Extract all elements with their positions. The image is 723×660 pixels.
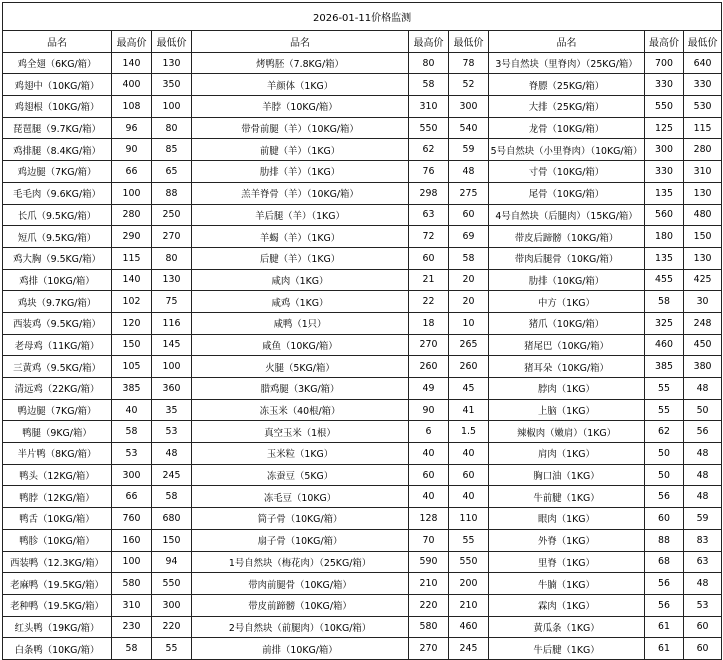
item-name-cell: 脖肉（1KG） bbox=[489, 378, 645, 400]
table-row bbox=[3, 291, 722, 313]
min-price-cell: 35 bbox=[152, 399, 192, 421]
min-price-cell: 30 bbox=[684, 291, 722, 313]
min-price-cell: 48 bbox=[684, 573, 722, 595]
min-price-cell: 48 bbox=[449, 161, 489, 183]
min-price-cell: 530 bbox=[684, 96, 722, 118]
table-row bbox=[3, 204, 722, 226]
max-price-cell: 68 bbox=[645, 551, 684, 573]
item-name-cell: 白条鸭（10KG/箱） bbox=[3, 638, 112, 660]
max-price-cell: 100 bbox=[112, 182, 152, 204]
table-row bbox=[3, 551, 722, 573]
item-name-cell: 冻毛豆（10KG） bbox=[192, 486, 409, 508]
max-price-cell: 80 bbox=[409, 52, 449, 74]
max-price-cell: 70 bbox=[409, 529, 449, 551]
min-price-cell: 115 bbox=[684, 117, 722, 139]
min-price-cell: 100 bbox=[152, 96, 192, 118]
item-name-cell: 带肉前腿骨（10KG/箱） bbox=[192, 573, 409, 595]
max-price-cell: 550 bbox=[645, 96, 684, 118]
header-row bbox=[3, 31, 722, 53]
table-row bbox=[3, 508, 722, 530]
item-name-cell: 咸肉（1KG） bbox=[192, 269, 409, 291]
max-price-cell: 56 bbox=[645, 573, 684, 595]
max-price-cell: 270 bbox=[409, 638, 449, 660]
item-name-cell: 4号自然块（后腿肉）（15KG/箱） bbox=[489, 204, 645, 226]
column-header-min-price: 最低价 bbox=[152, 31, 192, 53]
item-name-cell: 带皮前蹄髈（10KG/箱） bbox=[192, 594, 409, 616]
min-price-cell: 350 bbox=[152, 74, 192, 96]
min-price-cell: 480 bbox=[684, 204, 722, 226]
max-price-cell: 385 bbox=[112, 378, 152, 400]
item-name-cell: 羊脖（10KG/箱） bbox=[192, 96, 409, 118]
min-price-cell: 80 bbox=[152, 117, 192, 139]
max-price-cell: 55 bbox=[645, 378, 684, 400]
min-price-cell: 58 bbox=[152, 486, 192, 508]
table-row bbox=[3, 334, 722, 356]
table-row bbox=[3, 312, 722, 334]
table-row bbox=[3, 52, 722, 74]
max-price-cell: 400 bbox=[112, 74, 152, 96]
max-price-cell: 60 bbox=[409, 464, 449, 486]
min-price-cell: 50 bbox=[684, 399, 722, 421]
min-price-cell: 65 bbox=[152, 161, 192, 183]
table-row bbox=[3, 529, 722, 551]
min-price-cell: 460 bbox=[449, 616, 489, 638]
table-row bbox=[3, 486, 722, 508]
max-price-cell: 270 bbox=[409, 334, 449, 356]
max-price-cell: 58 bbox=[645, 291, 684, 313]
table-row bbox=[3, 638, 722, 660]
max-price-cell: 210 bbox=[409, 573, 449, 595]
min-price-cell: 55 bbox=[449, 529, 489, 551]
min-price-cell: 330 bbox=[684, 74, 722, 96]
item-name-cell: 里脊（1KG） bbox=[489, 551, 645, 573]
max-price-cell: 58 bbox=[112, 421, 152, 443]
item-name-cell: 猪耳朵（10KG/箱） bbox=[489, 356, 645, 378]
min-price-cell: 680 bbox=[152, 508, 192, 530]
table-row bbox=[3, 421, 722, 443]
max-price-cell: 62 bbox=[409, 139, 449, 161]
min-price-cell: 48 bbox=[152, 443, 192, 465]
item-name-cell: 中方（1KG） bbox=[489, 291, 645, 313]
item-name-cell: 牛前腱（1KG） bbox=[489, 486, 645, 508]
table-body bbox=[3, 52, 722, 659]
item-name-cell: 鸡大胸（9.5KG/箱） bbox=[3, 247, 112, 269]
min-price-cell: 300 bbox=[152, 594, 192, 616]
min-price-cell: 94 bbox=[152, 551, 192, 573]
item-name-cell: 2号自然块（前腿肉）（10KG/箱） bbox=[192, 616, 409, 638]
max-price-cell: 50 bbox=[645, 464, 684, 486]
table-row bbox=[3, 117, 722, 139]
min-price-cell: 130 bbox=[684, 182, 722, 204]
max-price-cell: 53 bbox=[112, 443, 152, 465]
min-price-cell: 550 bbox=[152, 573, 192, 595]
item-name-cell: 1号自然块（梅花肉）（25KG/箱） bbox=[192, 551, 409, 573]
column-header-name: 品名 bbox=[3, 31, 112, 53]
max-price-cell: 760 bbox=[112, 508, 152, 530]
min-price-cell: 59 bbox=[449, 139, 489, 161]
max-price-cell: 260 bbox=[409, 356, 449, 378]
max-price-cell: 60 bbox=[645, 508, 684, 530]
item-name-cell: 带肉后腿骨（10KG/箱） bbox=[489, 247, 645, 269]
max-price-cell: 63 bbox=[409, 204, 449, 226]
max-price-cell: 140 bbox=[112, 269, 152, 291]
item-name-cell: 西装鸡（9.5KG/箱） bbox=[3, 312, 112, 334]
max-price-cell: 330 bbox=[645, 161, 684, 183]
min-price-cell: 85 bbox=[152, 139, 192, 161]
max-price-cell: 40 bbox=[112, 399, 152, 421]
max-price-cell: 140 bbox=[112, 52, 152, 74]
item-name-cell: 鸡翅中（10KG/箱） bbox=[3, 74, 112, 96]
table-row bbox=[3, 378, 722, 400]
item-name-cell: 肩肉（1KG） bbox=[489, 443, 645, 465]
min-price-cell: 640 bbox=[684, 52, 722, 74]
max-price-cell: 6 bbox=[409, 421, 449, 443]
item-name-cell: 牛后腱（1KG） bbox=[489, 638, 645, 660]
max-price-cell: 72 bbox=[409, 226, 449, 248]
min-price-cell: 300 bbox=[449, 96, 489, 118]
max-price-cell: 220 bbox=[409, 594, 449, 616]
min-price-cell: 48 bbox=[684, 443, 722, 465]
max-price-cell: 102 bbox=[112, 291, 152, 313]
min-price-cell: 55 bbox=[152, 638, 192, 660]
max-price-cell: 280 bbox=[112, 204, 152, 226]
max-price-cell: 61 bbox=[645, 638, 684, 660]
min-price-cell: 360 bbox=[152, 378, 192, 400]
max-price-cell: 96 bbox=[112, 117, 152, 139]
min-price-cell: 63 bbox=[684, 551, 722, 573]
min-price-cell: 130 bbox=[152, 52, 192, 74]
max-price-cell: 66 bbox=[112, 486, 152, 508]
max-price-cell: 300 bbox=[645, 139, 684, 161]
max-price-cell: 150 bbox=[112, 334, 152, 356]
min-price-cell: 53 bbox=[152, 421, 192, 443]
table-row bbox=[3, 247, 722, 269]
item-name-cell: 羔羊脊骨（羊）（10KG/箱） bbox=[192, 182, 409, 204]
table-row bbox=[3, 464, 722, 486]
item-name-cell: 鸭腿（9KG/箱） bbox=[3, 421, 112, 443]
max-price-cell: 298 bbox=[409, 182, 449, 204]
item-name-cell: 鸡块（9.7KG/箱） bbox=[3, 291, 112, 313]
item-name-cell: 烤鸭胚（7.8KG/箱） bbox=[192, 52, 409, 74]
max-price-cell: 230 bbox=[112, 616, 152, 638]
min-price-cell: 56 bbox=[684, 421, 722, 443]
item-name-cell: 后腱（羊）（1KG） bbox=[192, 247, 409, 269]
item-name-cell: 玉米粒（1KG） bbox=[192, 443, 409, 465]
item-name-cell: 辣椒肉（嫩肩）（1KG） bbox=[489, 421, 645, 443]
item-name-cell: 红头鸭（19KG/箱） bbox=[3, 616, 112, 638]
item-name-cell: 眼肉（1KG） bbox=[489, 508, 645, 530]
item-name-cell: 带骨前腿（羊）（10KG/箱） bbox=[192, 117, 409, 139]
item-name-cell: 鸡排（10KG/箱） bbox=[3, 269, 112, 291]
item-name-cell: 三黄鸡（9.5KG/箱） bbox=[3, 356, 112, 378]
item-name-cell: 猪爪（10KG/箱） bbox=[489, 312, 645, 334]
item-name-cell: 冻玉米（40根/箱） bbox=[192, 399, 409, 421]
max-price-cell: 105 bbox=[112, 356, 152, 378]
item-name-cell: 老麻鸭（19.5KG/箱） bbox=[3, 573, 112, 595]
item-name-cell: 真空玉米（1根） bbox=[192, 421, 409, 443]
item-name-cell: 鸭脖（12KG/箱） bbox=[3, 486, 112, 508]
min-price-cell: 130 bbox=[152, 269, 192, 291]
item-name-cell: 寸骨（10KG/箱） bbox=[489, 161, 645, 183]
max-price-cell: 88 bbox=[645, 529, 684, 551]
item-name-cell: 西装鸭（12.3KG/箱） bbox=[3, 551, 112, 573]
min-price-cell: 40 bbox=[449, 486, 489, 508]
min-price-cell: 245 bbox=[152, 464, 192, 486]
max-price-cell: 21 bbox=[409, 269, 449, 291]
max-price-cell: 120 bbox=[112, 312, 152, 334]
max-price-cell: 580 bbox=[409, 616, 449, 638]
max-price-cell: 66 bbox=[112, 161, 152, 183]
min-price-cell: 60 bbox=[449, 204, 489, 226]
min-price-cell: 380 bbox=[684, 356, 722, 378]
max-price-cell: 62 bbox=[645, 421, 684, 443]
item-name-cell: 霖肉（1KG） bbox=[489, 594, 645, 616]
max-price-cell: 90 bbox=[409, 399, 449, 421]
max-price-cell: 22 bbox=[409, 291, 449, 313]
max-price-cell: 700 bbox=[645, 52, 684, 74]
min-price-cell: 265 bbox=[449, 334, 489, 356]
min-price-cell: 110 bbox=[449, 508, 489, 530]
min-price-cell: 20 bbox=[449, 269, 489, 291]
min-price-cell: 116 bbox=[152, 312, 192, 334]
max-price-cell: 300 bbox=[112, 464, 152, 486]
column-header-max-price: 最高价 bbox=[645, 31, 684, 53]
item-name-cell: 羊蝎（羊）（1KG） bbox=[192, 226, 409, 248]
max-price-cell: 310 bbox=[112, 594, 152, 616]
item-name-cell: 毛毛肉（9.6KG/箱） bbox=[3, 182, 112, 204]
min-price-cell: 540 bbox=[449, 117, 489, 139]
max-price-cell: 40 bbox=[409, 443, 449, 465]
min-price-cell: 425 bbox=[684, 269, 722, 291]
min-price-cell: 210 bbox=[449, 594, 489, 616]
min-price-cell: 220 bbox=[152, 616, 192, 638]
item-name-cell: 牛腩（1KG） bbox=[489, 573, 645, 595]
max-price-cell: 310 bbox=[409, 96, 449, 118]
max-price-cell: 128 bbox=[409, 508, 449, 530]
table-row bbox=[3, 616, 722, 638]
max-price-cell: 50 bbox=[645, 443, 684, 465]
min-price-cell: 69 bbox=[449, 226, 489, 248]
item-name-cell: 肋排（10KG/箱） bbox=[489, 269, 645, 291]
item-name-cell: 鸡翅根（10KG/箱） bbox=[3, 96, 112, 118]
max-price-cell: 135 bbox=[645, 182, 684, 204]
min-price-cell: 80 bbox=[152, 247, 192, 269]
table-row bbox=[3, 356, 722, 378]
min-price-cell: 550 bbox=[449, 551, 489, 573]
table-row bbox=[3, 74, 722, 96]
item-name-cell: 前排（10KG/箱） bbox=[192, 638, 409, 660]
table-row bbox=[3, 594, 722, 616]
item-name-cell: 羊颜体（1KG） bbox=[192, 74, 409, 96]
max-price-cell: 100 bbox=[112, 551, 152, 573]
min-price-cell: 130 bbox=[684, 247, 722, 269]
max-price-cell: 58 bbox=[112, 638, 152, 660]
min-price-cell: 250 bbox=[152, 204, 192, 226]
max-price-cell: 40 bbox=[409, 486, 449, 508]
max-price-cell: 580 bbox=[112, 573, 152, 595]
max-price-cell: 330 bbox=[645, 74, 684, 96]
min-price-cell: 150 bbox=[152, 529, 192, 551]
max-price-cell: 18 bbox=[409, 312, 449, 334]
item-name-cell: 龙骨（10KG/箱） bbox=[489, 117, 645, 139]
min-price-cell: 58 bbox=[449, 247, 489, 269]
max-price-cell: 460 bbox=[645, 334, 684, 356]
table-row bbox=[3, 226, 722, 248]
min-price-cell: 60 bbox=[684, 616, 722, 638]
min-price-cell: 450 bbox=[684, 334, 722, 356]
max-price-cell: 550 bbox=[409, 117, 449, 139]
item-name-cell: 胸口油（1KG） bbox=[489, 464, 645, 486]
max-price-cell: 56 bbox=[645, 486, 684, 508]
min-price-cell: 20 bbox=[449, 291, 489, 313]
min-price-cell: 60 bbox=[684, 638, 722, 660]
item-name-cell: 外脊（1KG） bbox=[489, 529, 645, 551]
table-row bbox=[3, 96, 722, 118]
item-name-cell: 前腱（羊）（1KG） bbox=[192, 139, 409, 161]
max-price-cell: 58 bbox=[409, 74, 449, 96]
item-name-cell: 筒子骨（10KG/箱） bbox=[192, 508, 409, 530]
item-name-cell: 老种鸭（19.5KG/箱） bbox=[3, 594, 112, 616]
column-header-min-price: 最低价 bbox=[684, 31, 722, 53]
min-price-cell: 48 bbox=[684, 378, 722, 400]
min-price-cell: 275 bbox=[449, 182, 489, 204]
min-price-cell: 245 bbox=[449, 638, 489, 660]
max-price-cell: 61 bbox=[645, 616, 684, 638]
item-name-cell: 肋排（羊）（1KG） bbox=[192, 161, 409, 183]
min-price-cell: 52 bbox=[449, 74, 489, 96]
table-row bbox=[3, 139, 722, 161]
item-name-cell: 鸡边腿（7KG/箱） bbox=[3, 161, 112, 183]
min-price-cell: 270 bbox=[152, 226, 192, 248]
max-price-cell: 76 bbox=[409, 161, 449, 183]
table-row bbox=[3, 443, 722, 465]
min-price-cell: 280 bbox=[684, 139, 722, 161]
min-price-cell: 53 bbox=[684, 594, 722, 616]
item-name-cell: 长爪（9.5KG/箱） bbox=[3, 204, 112, 226]
min-price-cell: 150 bbox=[684, 226, 722, 248]
min-price-cell: 60 bbox=[449, 464, 489, 486]
item-name-cell: 带皮后蹄髈（10KG/箱） bbox=[489, 226, 645, 248]
item-name-cell: 鸭边腿（7KG/箱） bbox=[3, 399, 112, 421]
item-name-cell: 鸡全翅（6KG/箱） bbox=[3, 52, 112, 74]
item-name-cell: 鸭舌（10KG/箱） bbox=[3, 508, 112, 530]
item-name-cell: 咸鸡（1KG） bbox=[192, 291, 409, 313]
max-price-cell: 49 bbox=[409, 378, 449, 400]
min-price-cell: 59 bbox=[684, 508, 722, 530]
table-row bbox=[3, 269, 722, 291]
table-row bbox=[3, 161, 722, 183]
item-name-cell: 鸡排腿（8.4KG/箱） bbox=[3, 139, 112, 161]
max-price-cell: 590 bbox=[409, 551, 449, 573]
table-row bbox=[3, 399, 722, 421]
min-price-cell: 145 bbox=[152, 334, 192, 356]
price-table bbox=[2, 2, 722, 660]
max-price-cell: 90 bbox=[112, 139, 152, 161]
item-name-cell: 老母鸡（11KG/箱） bbox=[3, 334, 112, 356]
column-header-max-price: 最高价 bbox=[112, 31, 152, 53]
item-name-cell: 咸鸭（1只） bbox=[192, 312, 409, 334]
min-price-cell: 100 bbox=[152, 356, 192, 378]
max-price-cell: 115 bbox=[112, 247, 152, 269]
max-price-cell: 180 bbox=[645, 226, 684, 248]
column-header-name: 品名 bbox=[489, 31, 645, 53]
max-price-cell: 385 bbox=[645, 356, 684, 378]
item-name-cell: 咸鱼（10KG/箱） bbox=[192, 334, 409, 356]
column-header-min-price: 最低价 bbox=[449, 31, 489, 53]
item-name-cell: 大排（25KG/箱） bbox=[489, 96, 645, 118]
item-name-cell: 冻蚕豆（5KG） bbox=[192, 464, 409, 486]
max-price-cell: 455 bbox=[645, 269, 684, 291]
table-row bbox=[3, 573, 722, 595]
min-price-cell: 75 bbox=[152, 291, 192, 313]
item-name-cell: 扇子骨（10KG/箱） bbox=[192, 529, 409, 551]
max-price-cell: 325 bbox=[645, 312, 684, 334]
min-price-cell: 88 bbox=[152, 182, 192, 204]
min-price-cell: 41 bbox=[449, 399, 489, 421]
min-price-cell: 48 bbox=[684, 464, 722, 486]
max-price-cell: 56 bbox=[645, 594, 684, 616]
max-price-cell: 135 bbox=[645, 247, 684, 269]
item-name-cell: 火腿（5KG/箱） bbox=[192, 356, 409, 378]
min-price-cell: 310 bbox=[684, 161, 722, 183]
item-name-cell: 鸭胗（10KG/箱） bbox=[3, 529, 112, 551]
item-name-cell: 3号自然块（里脊肉）（25KG/箱） bbox=[489, 52, 645, 74]
column-header-max-price: 最高价 bbox=[409, 31, 449, 53]
max-price-cell: 55 bbox=[645, 399, 684, 421]
column-header-name: 品名 bbox=[192, 31, 409, 53]
max-price-cell: 108 bbox=[112, 96, 152, 118]
item-name-cell: 羊后腿（羊）（1KG） bbox=[192, 204, 409, 226]
item-name-cell: 上脑（1KG） bbox=[489, 399, 645, 421]
min-price-cell: 48 bbox=[684, 486, 722, 508]
min-price-cell: 248 bbox=[684, 312, 722, 334]
item-name-cell: 半片鸭（8KG/箱） bbox=[3, 443, 112, 465]
max-price-cell: 560 bbox=[645, 204, 684, 226]
min-price-cell: 260 bbox=[449, 356, 489, 378]
item-name-cell: 琵琶腿（9.7KG/箱） bbox=[3, 117, 112, 139]
title-row bbox=[3, 3, 722, 31]
min-price-cell: 10 bbox=[449, 312, 489, 334]
item-name-cell: 黄瓜条（1KG） bbox=[489, 616, 645, 638]
item-name-cell: 腊鸡腿（3KG/箱） bbox=[192, 378, 409, 400]
min-price-cell: 45 bbox=[449, 378, 489, 400]
table-title: 2026-01-11价格监测 bbox=[3, 3, 722, 31]
max-price-cell: 290 bbox=[112, 226, 152, 248]
max-price-cell: 125 bbox=[645, 117, 684, 139]
max-price-cell: 60 bbox=[409, 247, 449, 269]
min-price-cell: 78 bbox=[449, 52, 489, 74]
table-row bbox=[3, 182, 722, 204]
item-name-cell: 短爪（9.5KG/箱） bbox=[3, 226, 112, 248]
item-name-cell: 脊膘（25KG/箱） bbox=[489, 74, 645, 96]
item-name-cell: 猪尾巴（10KG/箱） bbox=[489, 334, 645, 356]
item-name-cell: 尾骨（10KG/箱） bbox=[489, 182, 645, 204]
max-price-cell: 160 bbox=[112, 529, 152, 551]
item-name-cell: 清远鸡（22KG/箱） bbox=[3, 378, 112, 400]
min-price-cell: 40 bbox=[449, 443, 489, 465]
min-price-cell: 1.5 bbox=[449, 421, 489, 443]
item-name-cell: 鸭头（12KG/箱） bbox=[3, 464, 112, 486]
item-name-cell: 5号自然块（小里脊肉）（10KG/箱） bbox=[489, 139, 645, 161]
min-price-cell: 200 bbox=[449, 573, 489, 595]
min-price-cell: 83 bbox=[684, 529, 722, 551]
